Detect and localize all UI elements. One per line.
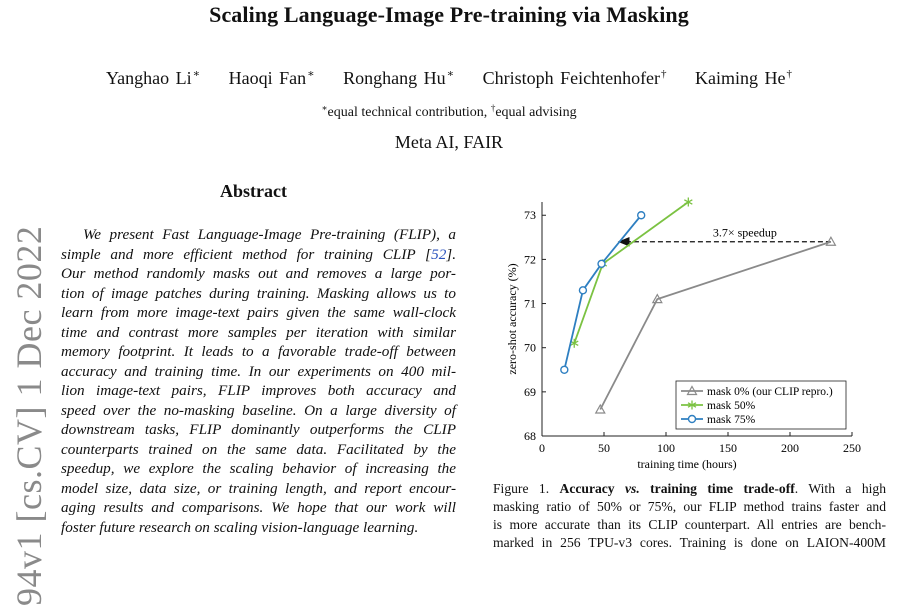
caption-line: masking ratio of 50% or 75%, our FLIP method trains faster and	[493, 499, 886, 514]
y-tick-label: 69	[524, 384, 536, 399]
abstract-line: time and contrast more samples per iteration with similar	[61, 323, 456, 341]
legend-entry: mask 0% (our CLIP repro.)	[707, 386, 833, 398]
abstract-line: simple and more efficient method for training CLIP [52].	[61, 245, 456, 263]
paper-title: Scaling Language-Image Pre-training via Masking	[209, 2, 689, 27]
citation-link[interactable]: 52	[431, 245, 447, 263]
author: Ronghang Hu∗	[343, 68, 455, 88]
series-line	[574, 202, 688, 343]
series-line	[564, 215, 641, 370]
data-point	[598, 260, 605, 267]
data-point	[561, 366, 568, 373]
abstract-line: foster future research on scaling vision-language learning.	[61, 518, 419, 536]
y-tick-label: 73	[524, 208, 536, 223]
legend-entry: mask 75%	[707, 414, 756, 426]
abstract-line: aging results and comparisons. We hope that our work will	[61, 499, 456, 516]
affiliation: Meta AI, FAIR	[394, 132, 504, 152]
abstract-line: speed over the no-masking baseline. On a large diversity of	[61, 401, 456, 419]
author: Kaiming He†	[695, 68, 793, 88]
abstract-heading: Abstract	[220, 181, 287, 201]
x-tick-label: 250	[843, 441, 861, 455]
arxiv-identifier-stamp: 94v1 [cs.CV] 1 Dec 2022	[9, 225, 49, 606]
y-tick-label: 71	[524, 296, 536, 311]
y-tick-label: 70	[524, 340, 536, 355]
abstract-line: model size, data size, or training length, and report encour-	[61, 479, 456, 497]
x-tick-label: 0	[539, 441, 545, 455]
author: Yanghao Li∗	[105, 68, 201, 88]
training-time-accuracy-chart	[498, 190, 878, 480]
y-tick-label: 72	[524, 252, 536, 267]
abstract-body	[61, 225, 456, 537]
legend-entry: mask 50%	[707, 400, 756, 412]
x-tick-label: 100	[657, 441, 675, 455]
abstract-line: memory footprint. It leads to a favorable trade-off between	[61, 343, 456, 360]
data-point	[579, 287, 586, 294]
abstract-line: tion of image patches during training. Masking allows us to	[61, 284, 456, 302]
abstract-line: speedup, we explore the scaling behavior of increasing the	[61, 460, 456, 477]
abstract-line: downstream tasks, FLIP dominantly outperforms the CLIP	[61, 421, 456, 438]
author: Christoph Feichtenhofer†	[482, 68, 667, 88]
abstract-line: accuracy and training time. In our experiments on 400 mil-	[61, 362, 456, 380]
abstract-line: Our method randomly masks out and removes a large por-	[61, 265, 456, 282]
abstract-line: learn from more image-text pairs given the same wall-clock	[61, 304, 456, 321]
data-point	[684, 198, 692, 207]
y-axis-label: zero-shot accuracy (%)	[505, 263, 519, 375]
x-axis-label: training time (hours)	[637, 457, 737, 471]
caption-line: Figure 1. Accuracy vs. training time trade-off. With a high	[493, 481, 887, 496]
author-list	[0, 67, 898, 89]
abstract-line: lion image-text pairs, FLIP improves both accuracy and	[61, 382, 456, 399]
abstract-line: counterparts trained on the same data. Facilitated by the	[61, 440, 456, 458]
y-tick-label: 68	[524, 429, 536, 443]
caption-line: is more accurate than its CLIP counterpart. All entries are bench-	[493, 517, 886, 532]
data-point	[638, 212, 645, 219]
x-tick-label: 50	[598, 441, 610, 455]
abstract-line: We present Fast Language-Image Pre-training (FLIP), a	[83, 226, 456, 243]
x-tick-label: 200	[781, 441, 799, 455]
figure-caption	[493, 480, 886, 552]
data-point	[689, 416, 696, 423]
speedup-annotation: 3.7× speedup	[712, 225, 777, 240]
author: Haoqi Fan∗	[228, 68, 315, 88]
contribution-note: ∗equal technical contribution, †equal advising	[321, 103, 577, 120]
caption-line: marked in 256 TPU-v3 cores. Training is done on LAION-400M	[493, 535, 886, 550]
x-tick-label: 150	[719, 441, 737, 455]
